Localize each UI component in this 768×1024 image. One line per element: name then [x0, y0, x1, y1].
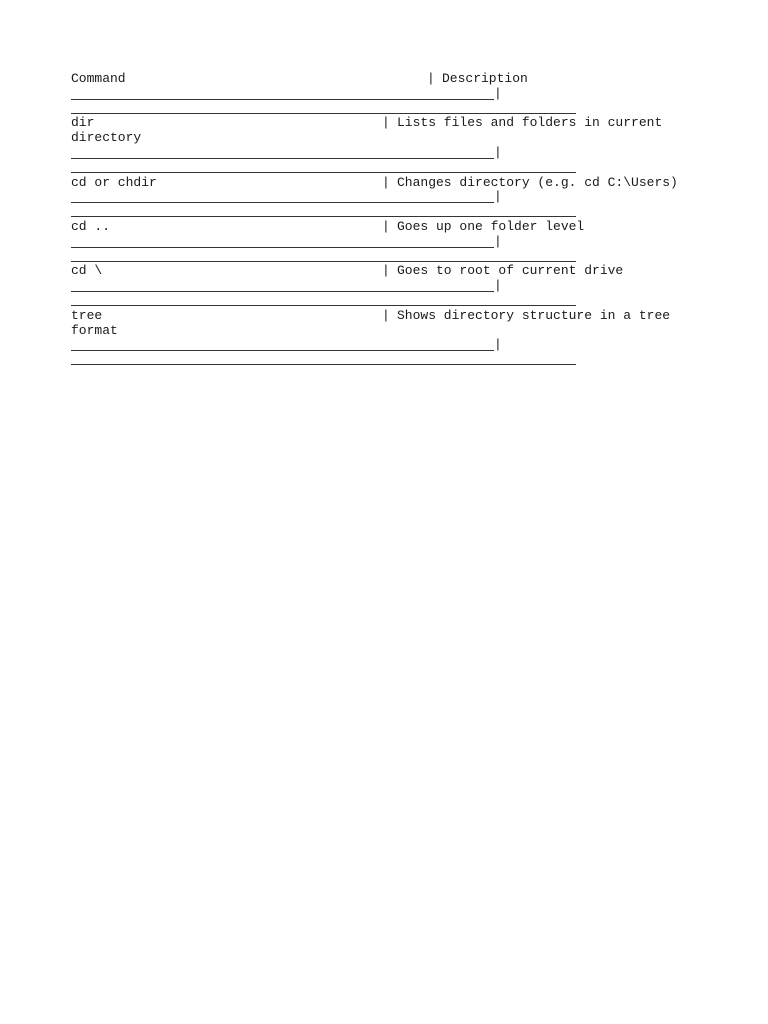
table-row: [71, 309, 691, 324]
table-row: [71, 220, 691, 235]
row-pipe: |: [382, 115, 390, 131]
separator-rule-full: [71, 161, 691, 176]
separator-pipe: |: [494, 337, 502, 353]
row-command: cd \: [71, 263, 103, 279]
separator-line: [71, 202, 494, 203]
separator-line-full: [71, 261, 576, 262]
separator-rule: [71, 338, 691, 353]
separator-rule-full: [71, 205, 691, 220]
row-description: Lists files and folders in current: [397, 115, 663, 131]
row-description-wrap: directory: [71, 130, 142, 146]
table-row: [71, 176, 691, 191]
separator-pipe: |: [494, 278, 502, 294]
separator-line: [71, 99, 494, 100]
separator-rule: [71, 279, 691, 294]
separator-line: [71, 247, 494, 248]
row-description: Goes to root of current drive: [397, 263, 624, 279]
row-description: Shows directory structure in a tree: [397, 307, 671, 323]
row-description: Goes up one folder level: [397, 218, 585, 234]
separator-rule: [71, 87, 691, 102]
row-command: cd or chdir: [71, 174, 157, 190]
separator-pipe: |: [494, 85, 502, 101]
separator-pipe: |: [494, 233, 502, 249]
header-pipe: |: [427, 71, 435, 86]
table-row: [71, 264, 691, 279]
separator-rule: [71, 190, 691, 205]
row-command: dir: [71, 115, 95, 131]
table-row: [71, 116, 691, 131]
separator-line-full: [71, 216, 576, 217]
row-pipe: |: [382, 218, 390, 234]
row-pipe: |: [382, 174, 390, 190]
table-row-wrap: [71, 131, 691, 146]
separator-line: [71, 158, 494, 159]
table-header: [71, 72, 691, 87]
separator-pipe: |: [494, 144, 502, 160]
row-description: Changes directory (e.g. cd C:\Users): [397, 174, 678, 190]
separator-pipe: |: [494, 189, 502, 205]
separator-line-full: [71, 305, 576, 306]
separator-line-full: [71, 364, 576, 365]
separator-line-full: [71, 113, 576, 114]
separator-line: [71, 291, 494, 292]
separator-line: [71, 350, 494, 351]
separator-rule-full: [71, 353, 691, 368]
separator-rule-full: [71, 294, 691, 309]
row-command: tree: [71, 307, 103, 323]
row-description-wrap: format: [71, 322, 118, 338]
header-command: Command: [71, 71, 126, 86]
separator-rule-full: [71, 250, 691, 265]
separator-rule: [71, 146, 691, 161]
row-command: cd ..: [71, 218, 111, 234]
separator-line-full: [71, 172, 576, 173]
command-table: [71, 72, 691, 368]
row-pipe: |: [382, 307, 390, 323]
separator-rule-full: [71, 102, 691, 117]
header-description: Description: [442, 71, 528, 86]
row-pipe: |: [382, 263, 390, 279]
separator-rule: [71, 235, 691, 250]
table-row-wrap: [71, 324, 691, 339]
